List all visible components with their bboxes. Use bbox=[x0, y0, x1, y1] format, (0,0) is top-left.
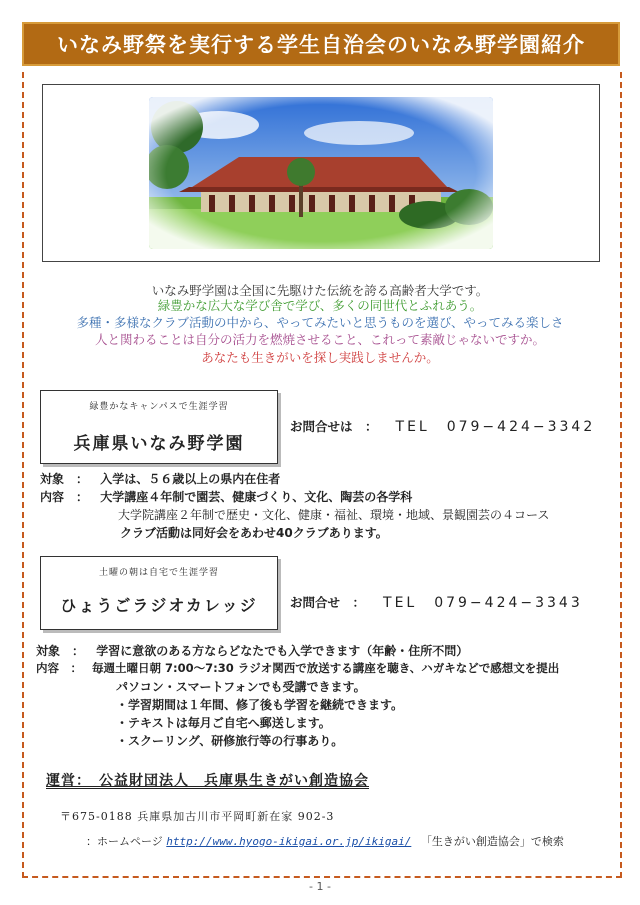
card-name: ひょうごラジオカレッジ bbox=[60, 596, 258, 615]
page-title: いなみ野祭を実行する学生自治会のいなみ野学園紹介 bbox=[22, 22, 620, 66]
homepage-link[interactable]: http://www.hyogo-ikigai.or.jp/ikigai/ bbox=[166, 835, 412, 848]
content-line: ・スクーリング、研修旅行等の行事あり。 bbox=[116, 734, 344, 748]
card-name: 兵庫県いなみ野学園 bbox=[73, 434, 245, 454]
intro-line-4: 人と関わることは自分の活力を燃焼させること、これって素敵じゃないですか。 bbox=[94, 332, 545, 347]
homepage-suffix: 「生きがい創造協会」で検索 bbox=[420, 835, 564, 848]
campus-photo bbox=[149, 97, 493, 249]
contact-tel: TEL 079−424−3343 bbox=[383, 595, 583, 611]
intro-line-2: 緑豊かな広大な学び舎で学び、多くの同世代とふれあう。 bbox=[157, 298, 483, 313]
card-tagline: 土曜の朝は自宅で生涯学習 bbox=[98, 568, 219, 578]
target-label: 対象 ： bbox=[36, 644, 85, 658]
content-row-2 bbox=[36, 660, 559, 676]
page-number: - 1 - bbox=[309, 880, 331, 893]
contact-tel: TEL 079−424−3342 bbox=[395, 419, 596, 435]
target-row-1 bbox=[40, 470, 280, 487]
content-line: パソコン・スマートフォンでも受講できます。 bbox=[116, 680, 366, 694]
homepage-prefix: ：ホームページ bbox=[86, 835, 163, 848]
inamino-gakuen-card bbox=[40, 390, 278, 464]
contact-inamino bbox=[290, 416, 595, 436]
content-line: クラブ活動は同好会をあわせ40クラブあります。 bbox=[120, 526, 388, 540]
target-text: 入学は、５６歳以上の県内在住者 bbox=[100, 472, 281, 486]
intro-line-5: あなたも生きがいを探し実践しませんか。 bbox=[201, 350, 439, 365]
campus-photo-frame bbox=[42, 84, 600, 262]
operating-organization: 運営： 公益財団法人 兵庫県生きがい創造協会 bbox=[46, 773, 369, 789]
address: 〒675-0188 兵庫県加古川市平岡町新在家 902-3 bbox=[60, 810, 335, 823]
target-text: 学習に意欲のある方ならどなたでも入学できます（年齢・住所不問） bbox=[96, 644, 469, 658]
target-row-2 bbox=[36, 642, 468, 659]
target-label: 対象 ： bbox=[40, 472, 89, 486]
content-line: 大学院講座２年制で歴史・文化、健康・福祉、環境・地域、景観園芸の４コース bbox=[118, 508, 550, 522]
card-tagline: 緑豊かなキャンパスで生涯学習 bbox=[89, 402, 229, 412]
content-row-1 bbox=[40, 488, 412, 505]
intro-line-3: 多種・多様なクラブ活動の中から、やってみたいと思うものを選び、やってみる楽しさ bbox=[76, 315, 564, 330]
content-label: 内容 ： bbox=[36, 661, 82, 675]
contact-label: お問合せは ： bbox=[290, 419, 378, 434]
content-line: 大学講座４年制で園芸、健康づくり、文化、陶芸の各学科 bbox=[100, 490, 413, 504]
homepage-line bbox=[86, 833, 564, 849]
contact-label: お問合せ ： bbox=[290, 595, 366, 610]
radio-college-card bbox=[40, 556, 278, 630]
content-line: ・学習期間は１年間、修了後も学習を継続できます。 bbox=[116, 698, 404, 712]
intro-line-1: いなみ野学園は全国に先駆けた伝統を誇る高齢者大学です。 bbox=[151, 283, 489, 298]
contact-radio bbox=[290, 592, 583, 612]
content-line: 毎週土曜日朝 7:00〜7:30 ラジオ関西で放送する講座を聴き、ハガキなどで感想文を提出 bbox=[92, 661, 560, 675]
content-label: 内容 ： bbox=[40, 490, 89, 504]
content-line: ・テキストは毎月ご自宅へ郵送します。 bbox=[116, 716, 331, 730]
